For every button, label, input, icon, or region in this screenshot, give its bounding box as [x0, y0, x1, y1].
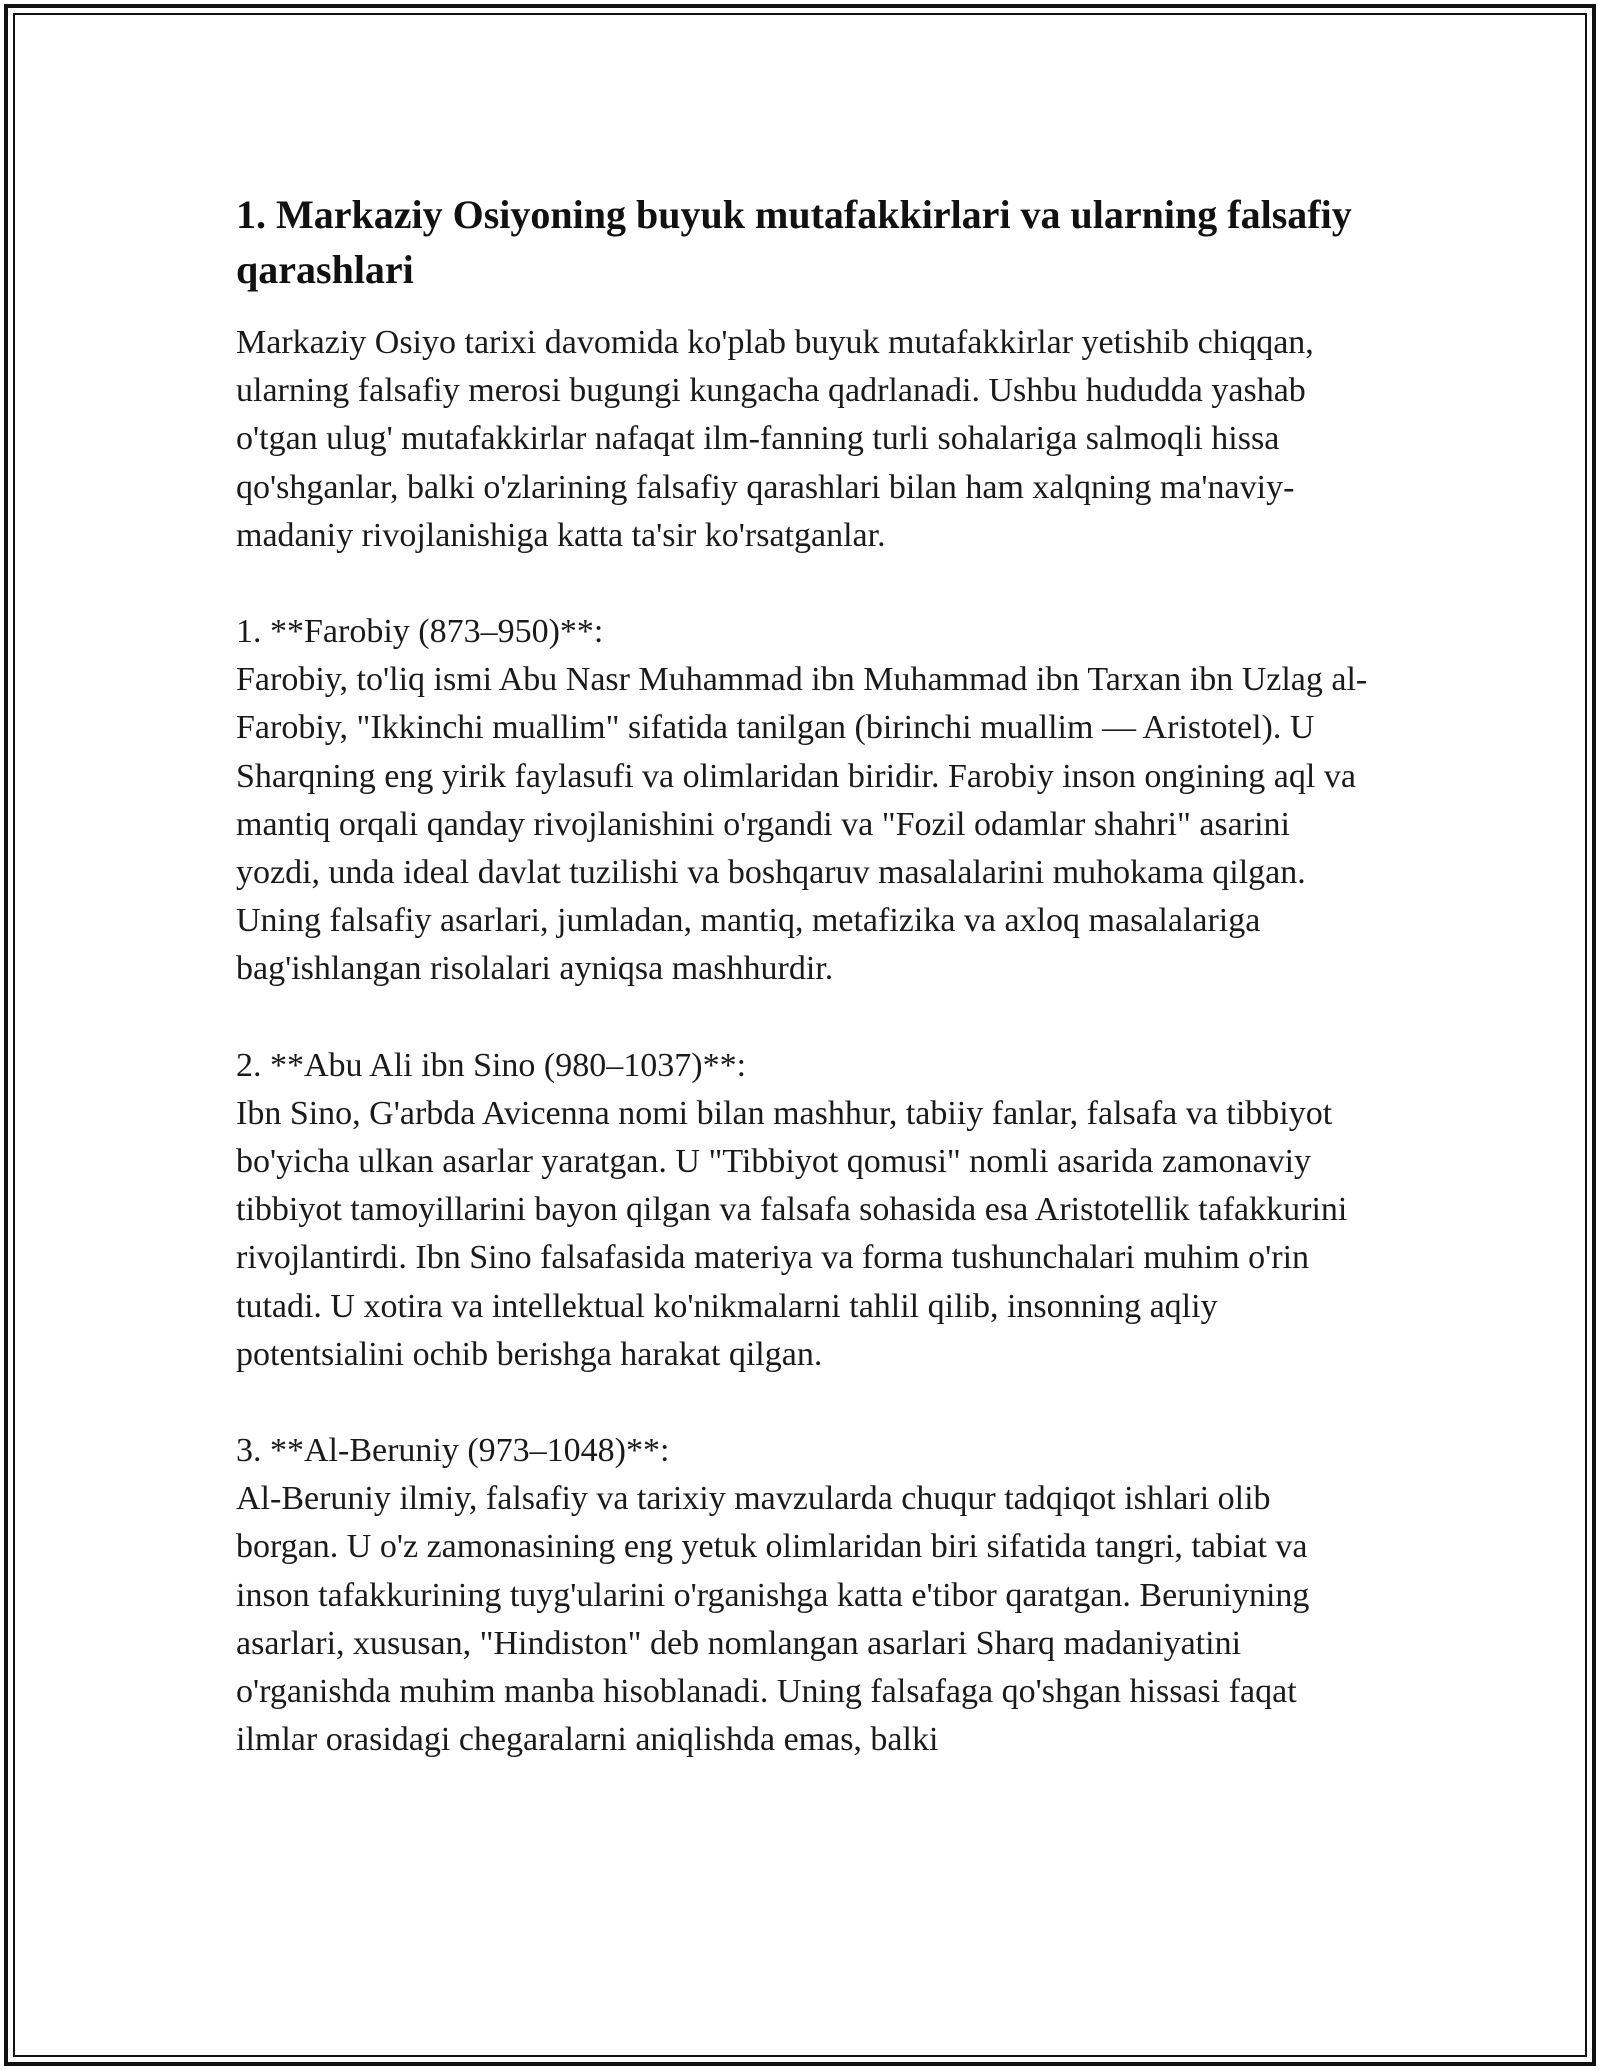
section-heading: 2. **Abu Ali ibn Sino (980–1037)**: [236, 1046, 747, 1084]
section-beruniy [236, 1427, 1376, 1764]
section-body: Farobiy, to'liq ismi Abu Nasr Muhammad ibn Muhammad ibn Tarxan ibn Uzlag al-Farobiy, "Ikkinchi muallim" sifatida tanilgan (birinchi muallim — Aristotel). U Sharqning eng yirik faylasufi va olimlaridan biridir. Farobiy inson ongining aql va mantiq orqali qanday rivojlanishini o'rgandi va "Fozil odamlar shahri" asarini yozdi, unda ideal davlat tuzilishi va boshqaruv masalalarini muhokama qilgan. Uning falsafiy asarlari, jumladan, mantiq, metafizika va axloq masalalariga bag'ishlangan risolalari ayniqsa mashhurdir. [236, 661, 1368, 988]
section-farobiy [236, 608, 1376, 994]
section-body: Al-Beruniy ilmiy, falsafiy va tarixiy mavzularda chuqur tadqiqot ishlari olib borgan. U o'z zamonasining eng yetuk olimlaridan biri sifatida tangri, tabiat va inson tafakkurining tuyg'ularini o'rganishga katta e'tibor qaratgan. Beruniyning asarlari, xususan, "Hindiston" deb nomlangan asarlari Sharq madaniyatini o'rganishda muhim manba hisoblanadi. Uning falsafaga qo'shgan hissasi faqat ilmlar orasidagi chegaralarni aniqlishda emas, balki [236, 1480, 1310, 1759]
document-content [236, 187, 1376, 1764]
document-title: 1. Markaziy Osiyoning buyuk mutafakkirlari va ularning falsafiy qarashlari [236, 192, 1352, 292]
section-ibn-sino [236, 1042, 1376, 1379]
section-heading: 3. **Al-Beruniy (973–1048)**: [236, 1432, 670, 1470]
intro-paragraph: Markaziy Osiyo tarixi davomida ko'plab buyuk mutafakkirlar yetishib chiqqan, ularning falsafiy merosi bugungi kungacha qadrlanadi. Ushbu hududda yashab o'tgan ulug' mutafakkirlar nafaqat ilm-fanning turli sohalariga salmoqli hissa qo'shganlar, balki o'zlarining falsafiy qarashlari bilan ham xalqning ma'naviy-madaniy rivojlanishiga katta ta'sir ko'rsatganlar. [236, 324, 1314, 554]
section-heading: 1. **Farobiy (873–950)**: [236, 613, 604, 651]
section-body: Ibn Sino, G'arbda Avicenna nomi bilan mashhur, tabiiy fanlar, falsafa va tibbiyot bo'yicha ulkan asarlar yaratgan. U "Tibbiyot qomusi" nomli asarida zamonaviy tibbiyot tamoyillarini bayon qilgan va falsafa sohasida esa Aristotellik tafakkurini rivojlantirdi. Ibn Sino falsafasida materiya va forma tushunchalari muhim o'rin tutadi. U xotira va intellektual ko'nikmalarni tahlil qilib, insonning aqliy potentsialini ochib berishga harakat qilgan. [236, 1094, 1348, 1373]
